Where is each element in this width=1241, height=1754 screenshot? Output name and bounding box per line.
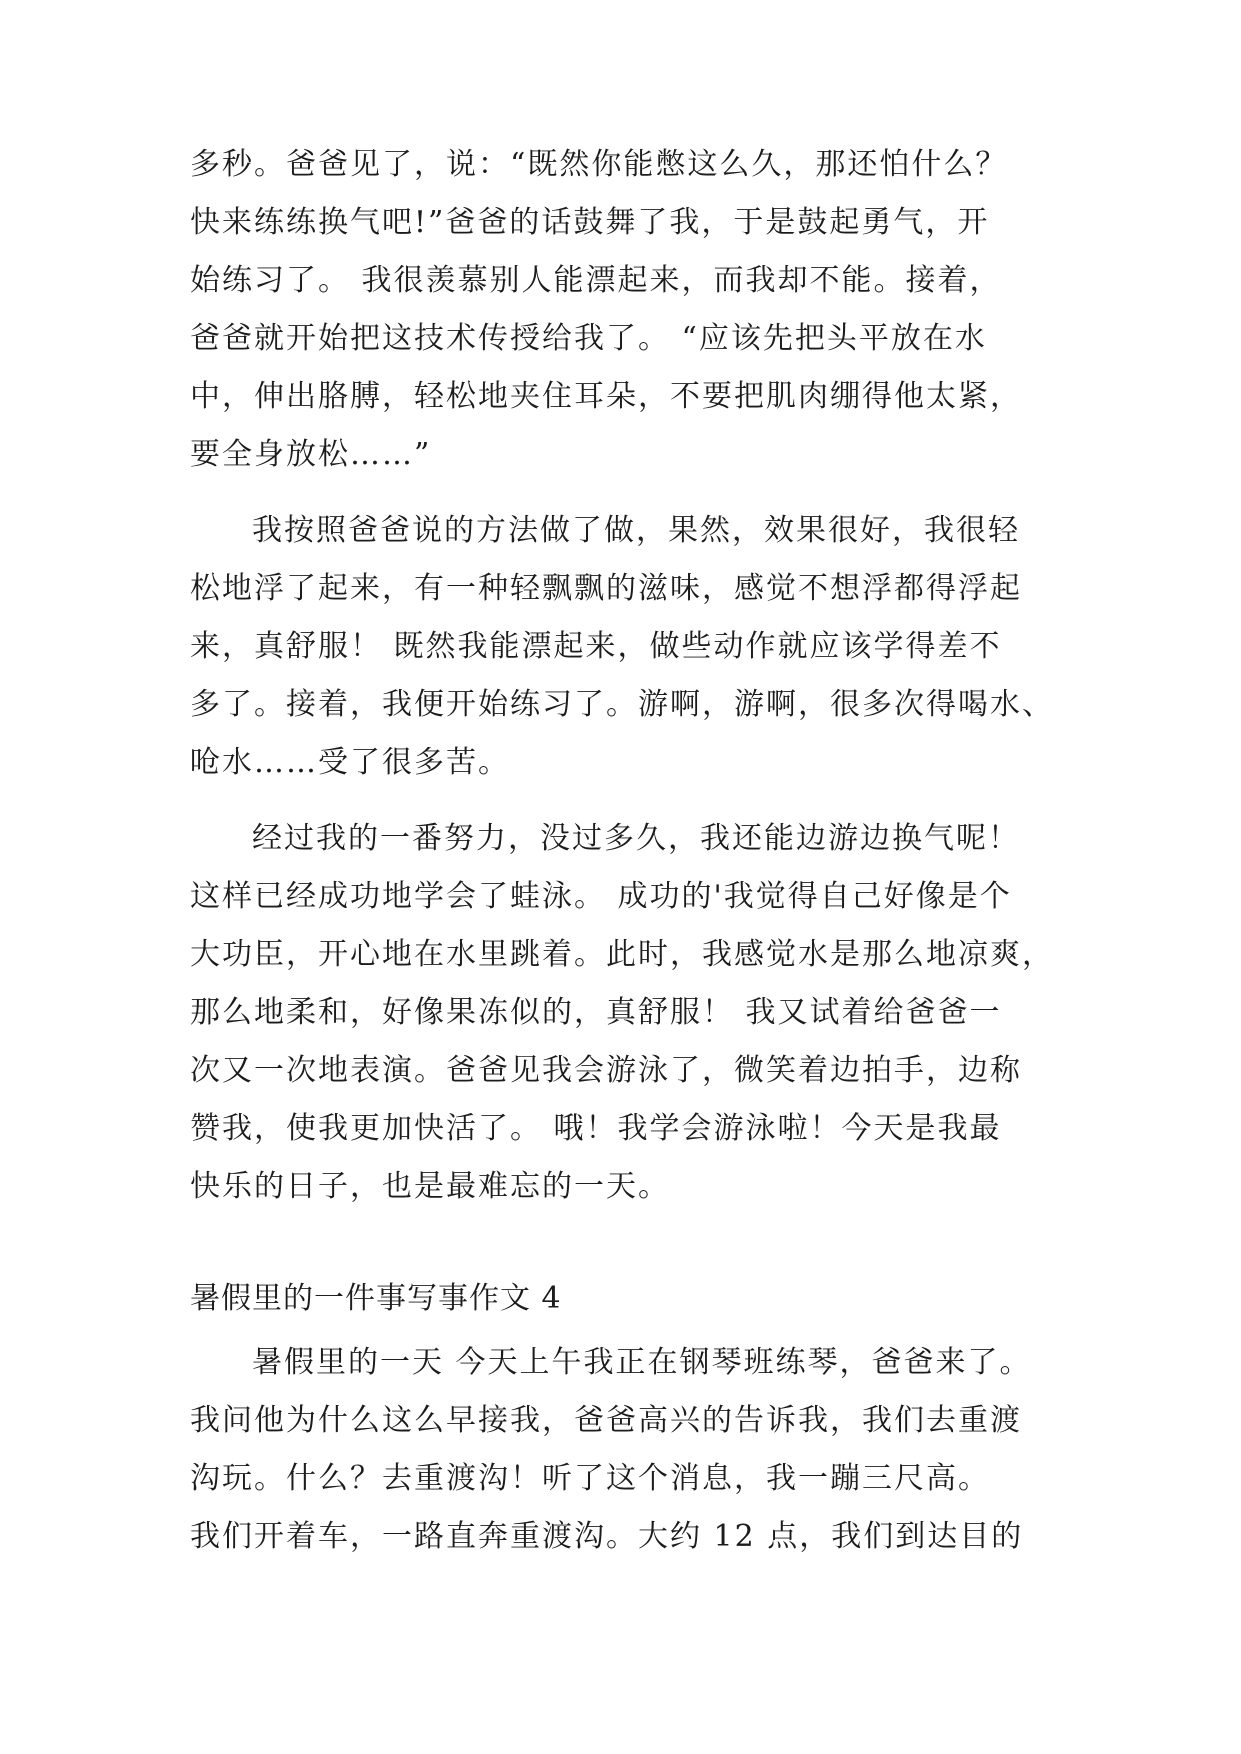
paragraph-3-line-2: 这样已经成功地学会了蛙泳。 成功的'我觉得自己好像是个 xyxy=(190,879,1012,914)
paragraph-2-line-1: 我按照爸爸说的方法做了做，果然，效果很好，我很轻 xyxy=(252,513,1020,548)
paragraph-3-line-3: 大功臣，开心地在水里跳着。此时，我感觉水是那么地凉爽， xyxy=(190,937,1054,972)
paragraph-3-line-1: 经过我的一番努力，没过多久，我还能边游边换气呢！ xyxy=(252,821,1020,856)
paragraph-3-line-7: 快乐的日子，也是最难忘的一天。 xyxy=(190,1169,670,1204)
section-paragraph-line-2: 我问他为什么这么早接我，爸爸高兴的告诉我，我们去重渡 xyxy=(190,1403,1022,1438)
paragraph-1-line-6: 要全身放松……” xyxy=(190,437,432,472)
paragraph-3-line-6: 赞我，使我更加快活了。 哦！我学会游泳啦！今天是我最 xyxy=(190,1111,1002,1146)
paragraph-2-line-3: 来，真舒服！ 既然我能漂起来，做些动作就应该学得差不 xyxy=(190,629,1002,664)
paragraph-3-line-4: 那么地柔和，好像果冻似的，真舒服！ 我又试着给爸爸一 xyxy=(190,995,1002,1030)
section-paragraph-line-4: 我们开着车，一路直奔重渡沟。大约 12 点，我们到达目的 xyxy=(190,1519,1024,1554)
paragraph-1-line-2: 快来练练换气吧!”爸爸的话鼓舞了我，于是鼓起勇气，开 xyxy=(190,205,990,240)
paragraph-2-line-2: 松地浮了起来，有一种轻飘飘的滋味，感觉不想浮都得浮起 xyxy=(190,571,1022,606)
paragraph-3-line-5: 次又一次地表演。爸爸见我会游泳了，微笑着边拍手，边称 xyxy=(190,1053,1022,1088)
section-title: 暑假里的一件事写事作文 4 xyxy=(190,1281,562,1316)
section-paragraph-line-3: 沟玩。什么？去重渡沟！听了这个消息，我一蹦三尺高。 xyxy=(190,1461,990,1496)
paragraph-1-line-1: 多秒。爸爸见了，说：“既然你能憋这么久，那还怕什么？ xyxy=(190,147,1008,182)
section-paragraph-line-1: 暑假里的一天 今天上午我正在钢琴班练琴，爸爸来了。 xyxy=(252,1345,1032,1380)
paragraph-2-line-5: 呛水……受了很多苦。 xyxy=(190,745,510,780)
paragraph-1-line-4: 爸爸就开始把这技术传授给我了。 “应该先把头平放在水 xyxy=(190,321,987,356)
paragraph-1-line-5: 中，伸出胳膊，轻松地夹住耳朵，不要把肌肉绷得他太紧， xyxy=(190,379,1022,414)
paragraph-1-line-3: 始练习了。 我很羡慕别人能漂起来，而我却不能。接着， xyxy=(190,263,1002,298)
paragraph-2-line-4: 多了。接着，我便开始练习了。游啊，游啊，很多次得喝水、 xyxy=(190,687,1054,722)
